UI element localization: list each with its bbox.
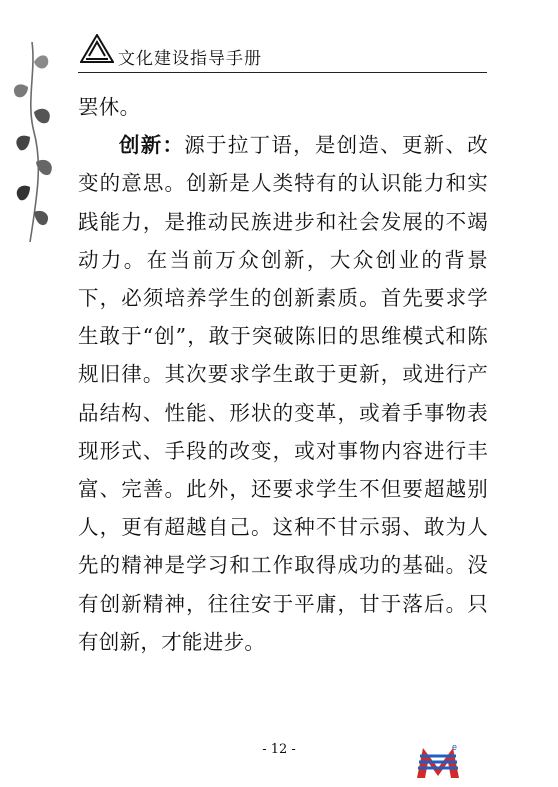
- me-logo-icon: [414, 742, 462, 780]
- triangle-emblem-icon: [80, 34, 114, 64]
- continued-text: 罢休。: [78, 95, 141, 119]
- corner-logo-letter: e: [452, 742, 458, 752]
- header-title: 文化建设指导手册: [118, 49, 262, 69]
- paragraph-text: 源于拉丁语，是创造、更新、改变的意思。创新是人类特有的认识能力和实践能力，是推动民族进步和社会发展的不竭动力。在当前万众创新，大众创业的背景下，必须培养学生的创新素质。首先要求学生敢于“创”，敢于突破陈旧的思维模式和陈规旧律。其次要求学生敢于更新，或进行产品结构、性能、形状的变革，或着手事物表现形式、手段的改变，或对事物内容进行丰富、完善。此外，还要求学生不但要超越别人，更有超越自己。这种不甘示弱、敢为人先的精神是学习和工作取得成功的基础。没有创新精神，往往安于平庸，甘于落后。只有创新，才能进步。: [78, 133, 489, 654]
- paragraph-innovation: [78, 126, 488, 661]
- term-innovation: 创新：: [119, 133, 185, 158]
- header-divider: [78, 72, 487, 73]
- body-text: [78, 88, 488, 661]
- ivy-vine-icon: [8, 42, 58, 242]
- page-number: - 12 -: [262, 742, 296, 757]
